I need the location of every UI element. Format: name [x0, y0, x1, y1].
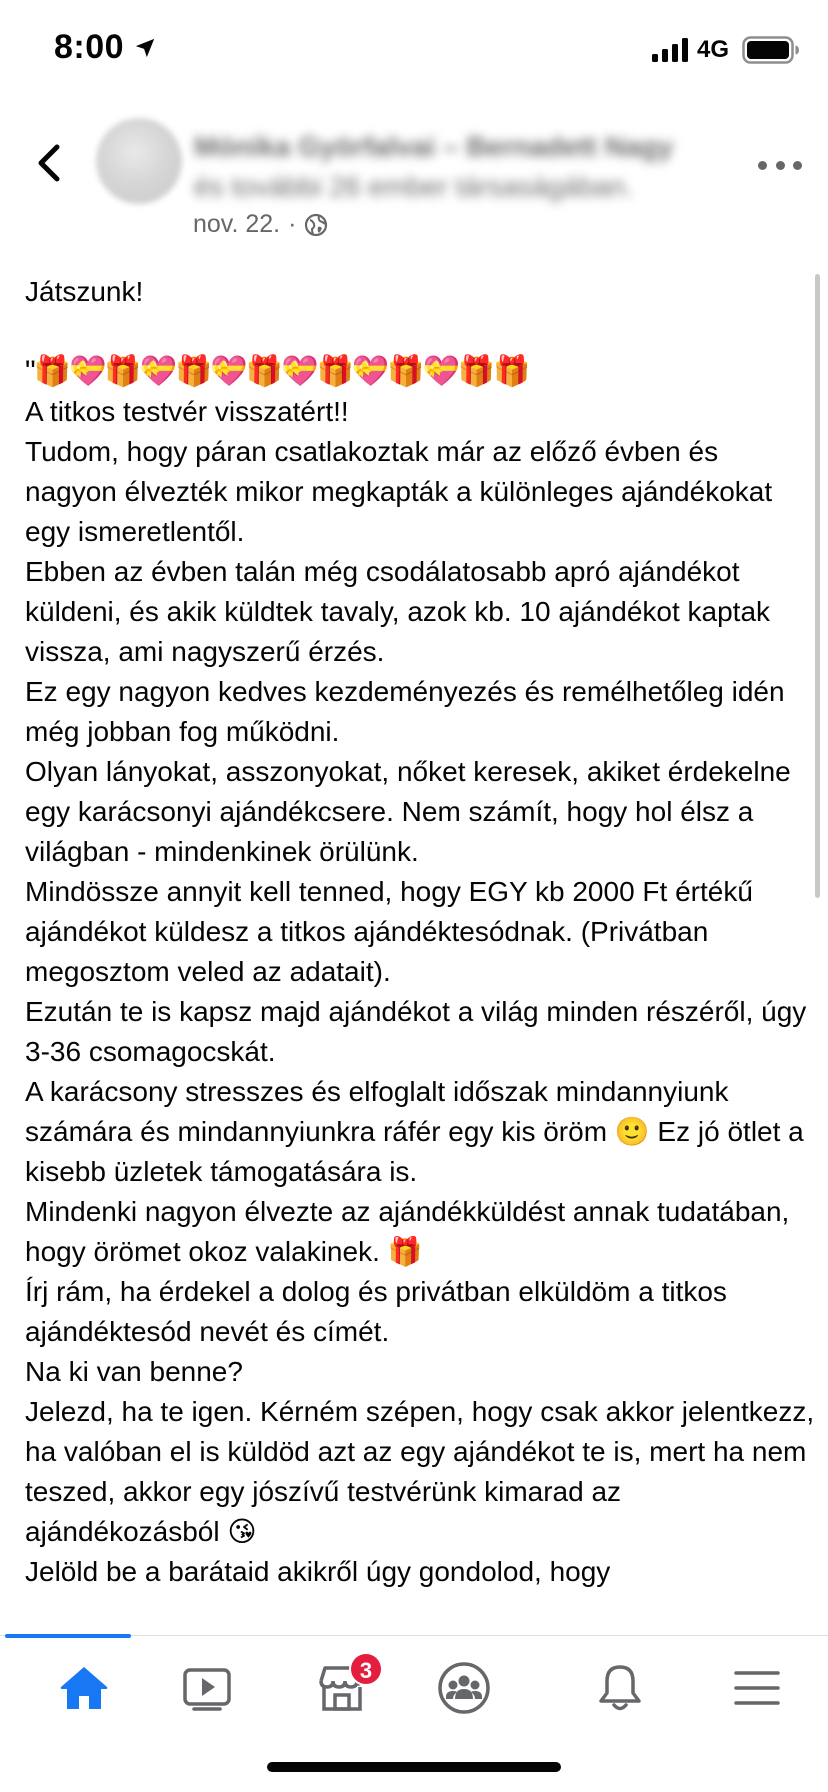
post-paragraph-blank	[25, 312, 815, 352]
globe-icon	[304, 213, 328, 237]
post-paragraph: A titkos testvér visszatért!! Tudom, hogy páran csatlakoztak már az előző évben és nagyon élvezték mikor megkapták a különleges ajándékokat egy ismeretlentől. Ebben az évben talán még csodálatosabb apró ajándékot küldeni, és akik küldtek tavaly, azok kb. 10 ajándékot kaptak vissza, ami nagyszerű érzés. Ez egy nagyon kedves kezdeményezés és remélhetőleg idén még jobban fog működni. Olyan lányokat, asszonyokat, nőket keresek, akiket érdekelne egy karácsonyi ajándékcsere. Nem számít, hogy hol élsz a világban - mindenkinek örülünk. Mindössze annyit kell tenned, hogy EGY kb 2000 Ft értékű ajándékot küldesz a titkos ajándéktesódnak. (Privátban megosztom veled az adatait). Ezután te is kapsz majd ajándékot a világ minden részéről, úgy 3-36 csomagocskát. A karácsony stresszes és elfoglalt időszak mindannyiunk számára és mindannyiunkra ráfér egy kis öröm 🙂 Ez jó ötlet a kisebb üzletek támogatására is. Mindenki nagyon élvezte az ajándékküldést annak tudatában, hogy örömet okoz valakinek. 🎁 Írj rám, ha érdekel a dolog és privátban elküldöm a titkos ajándéktesód nevét és címét. Na ki van benne? Jelezd, ha te igen. Kérném szépen, hogy csak akkor jelentkezz, ha valóban el is küldöd azt az egy ajándékot te is, mert ha nem teszed, akkor egy jószívű testvérünk kimarad az ajándékozásból 😘 Jelöld be a barátaid akikről úgy gondolod, hogy	[25, 396, 815, 1587]
home-indicator[interactable]	[267, 1762, 561, 1772]
tab-home[interactable]	[39, 1648, 129, 1728]
gift-emoji-row: "🎁💝🎁💝🎁💝🎁💝🎁💝🎁💝🎁🎁	[25, 355, 529, 388]
scrollbar[interactable]	[815, 274, 820, 898]
status-time: 8:00	[54, 28, 125, 66]
chevron-left-icon	[33, 143, 63, 183]
tab-notifications[interactable]	[575, 1648, 665, 1728]
post-date[interactable]: nov. 22.	[193, 210, 281, 238]
dot-icon	[793, 161, 802, 170]
active-tab-indicator	[5, 1634, 131, 1638]
tab-menu[interactable]	[712, 1648, 802, 1728]
dot-icon	[776, 161, 785, 170]
post-paragraph: Játszunk!	[25, 276, 144, 307]
menu-icon	[730, 1661, 784, 1715]
groups-icon	[437, 1661, 491, 1715]
signal-icon	[652, 38, 690, 62]
avatar[interactable]	[96, 118, 182, 204]
tab-watch[interactable]	[162, 1648, 252, 1728]
notification-badge: 3	[349, 1652, 383, 1686]
video-icon	[180, 1661, 234, 1715]
battery-icon	[742, 36, 800, 64]
tab-marketplace[interactable]	[297, 1648, 387, 1728]
location-arrow-icon	[134, 37, 156, 59]
post-header	[0, 110, 828, 250]
network-type: 4G	[697, 36, 730, 63]
post-meta	[193, 210, 328, 239]
bell-icon	[593, 1661, 647, 1715]
tagged-people[interactable]: és további 26 ember társaságában.	[194, 171, 633, 202]
home-icon	[57, 1661, 111, 1715]
tab-groups[interactable]	[419, 1648, 509, 1728]
meta-separator: ·	[288, 210, 297, 238]
dot-icon	[758, 161, 767, 170]
post-text	[25, 272, 815, 1592]
back-button[interactable]	[26, 136, 70, 190]
more-options-button[interactable]	[758, 150, 802, 180]
status-bar	[0, 0, 828, 100]
author-names[interactable]: Mónika Györfalvai – Bernadett Nagy	[194, 131, 674, 162]
